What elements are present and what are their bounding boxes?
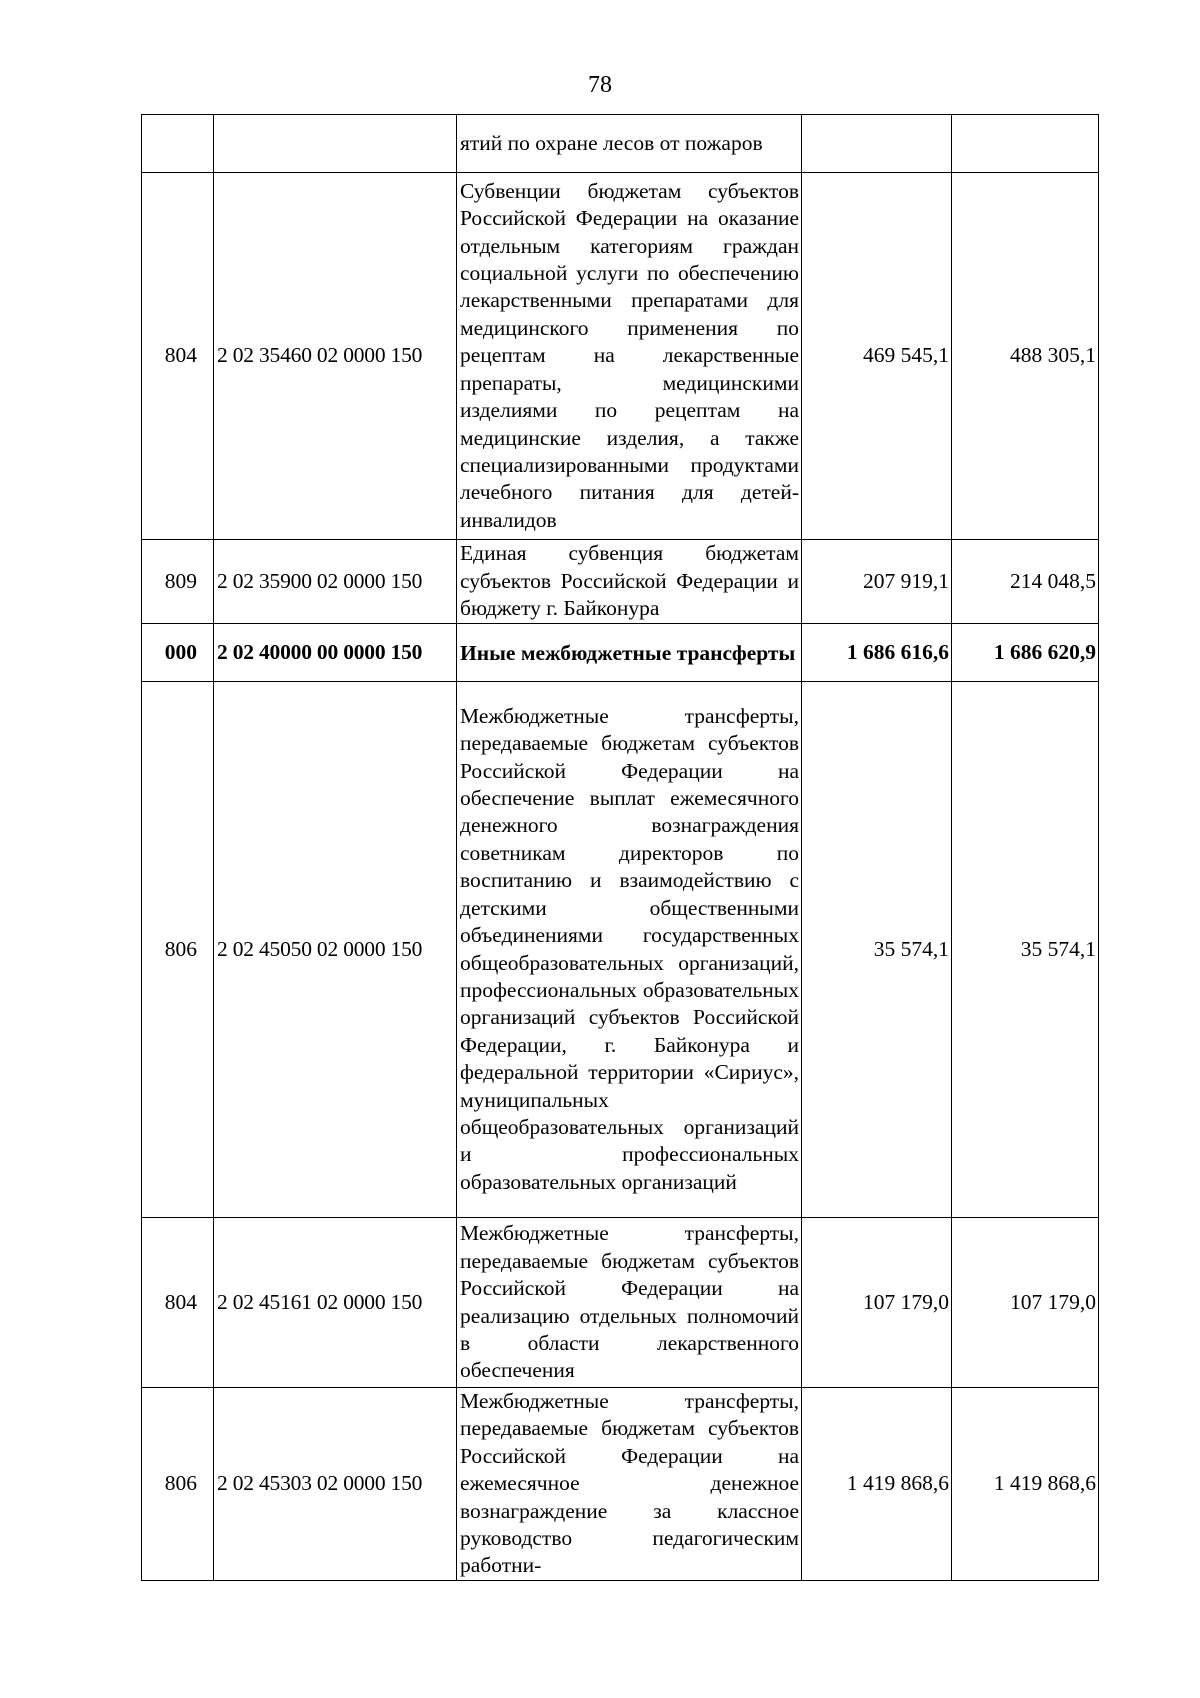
amount-year2-cell: 214 048,5	[952, 540, 1099, 624]
amount-year1-cell: 35 574,1	[802, 682, 952, 1218]
revenue-table	[141, 114, 1099, 1581]
table-row-group-total	[142, 624, 1099, 682]
income-name-cell: Субвенции бюджетам субъектов Российской Федерации на оказание отдельным категориям граждан социальной услуги по обеспечению лекарственными препаратами для медицинского применения по рецептам на лекарственные препараты, медицинскими изделиями по рецептам на медицинские изделия, а также специализированными продуктами лечебного питания для детей-инвалидов	[457, 173, 802, 540]
budget-code-cell	[214, 115, 457, 173]
admin-code-cell: 804	[142, 173, 214, 540]
income-name-cell: Межбюджетные трансферты, передаваемые бюджетам субъектов Российской Федерации на ежемесячное денежное вознаграждение за классное руководство педагогическим работни-	[457, 1388, 802, 1581]
income-name-cell: ятий по охране лесов от пожаров	[457, 115, 802, 173]
budget-code-cell: 2 02 40000 00 0000 150	[214, 624, 457, 682]
budget-code-cell: 2 02 45050 02 0000 150	[214, 682, 457, 1218]
amount-year2-cell: 488 305,1	[952, 173, 1099, 540]
table-row	[142, 1218, 1099, 1388]
table-row	[142, 540, 1099, 624]
admin-code-cell: 809	[142, 540, 214, 624]
income-name-cell: Межбюджетные трансферты, передаваемые бюджетам субъектов Российской Федерации на обеспечение выплат ежемесячного денежного вознаграждения советникам директоров по воспитанию и взаимодействию с детскими общественными объединениями государственных общеобразовательных организаций, профессиональных образовательных организаций субъектов Российской Федерации, г. Байконура и федеральной территории «Сириус», муниципальных общеобразовательных организаций и профессиональных образовательных организаций	[457, 682, 802, 1218]
table-row	[142, 115, 1099, 173]
budget-code-cell: 2 02 45303 02 0000 150	[214, 1388, 457, 1581]
table-row	[142, 1388, 1099, 1581]
income-name-cell: Межбюджетные трансферты, передаваемые бюджетам субъектов Российской Федерации на реализацию отдельных полномочий в области лекарственного обеспечения	[457, 1218, 802, 1388]
budget-code-cell: 2 02 35460 02 0000 150	[214, 173, 457, 540]
amount-year2-cell: 1 686 620,9	[952, 624, 1099, 682]
amount-year2-cell	[952, 115, 1099, 173]
amount-year2-cell: 35 574,1	[952, 682, 1099, 1218]
income-name-cell: Единая субвенция бюджетам субъектов Российской Федерации и бюджету г. Байконура	[457, 540, 802, 624]
table-row	[142, 173, 1099, 540]
amount-year1-cell	[802, 115, 952, 173]
admin-code-cell: 806	[142, 1388, 214, 1581]
admin-code-cell: 804	[142, 1218, 214, 1388]
table-row	[142, 682, 1099, 1218]
amount-year2-cell: 107 179,0	[952, 1218, 1099, 1388]
amount-year1-cell: 107 179,0	[802, 1218, 952, 1388]
amount-year1-cell: 1 686 616,6	[802, 624, 952, 682]
budget-code-cell: 2 02 35900 02 0000 150	[214, 540, 457, 624]
amount-year1-cell: 207 919,1	[802, 540, 952, 624]
admin-code-cell: 806	[142, 682, 214, 1218]
amount-year1-cell: 469 545,1	[802, 173, 952, 540]
admin-code-cell	[142, 115, 214, 173]
admin-code-cell: 000	[142, 624, 214, 682]
budget-code-cell: 2 02 45161 02 0000 150	[214, 1218, 457, 1388]
amount-year2-cell: 1 419 868,6	[952, 1388, 1099, 1581]
amount-year1-cell: 1 419 868,6	[802, 1388, 952, 1581]
income-name-cell: Иные межбюджетные трансферты	[457, 624, 802, 682]
page-number: 78	[588, 72, 612, 98]
